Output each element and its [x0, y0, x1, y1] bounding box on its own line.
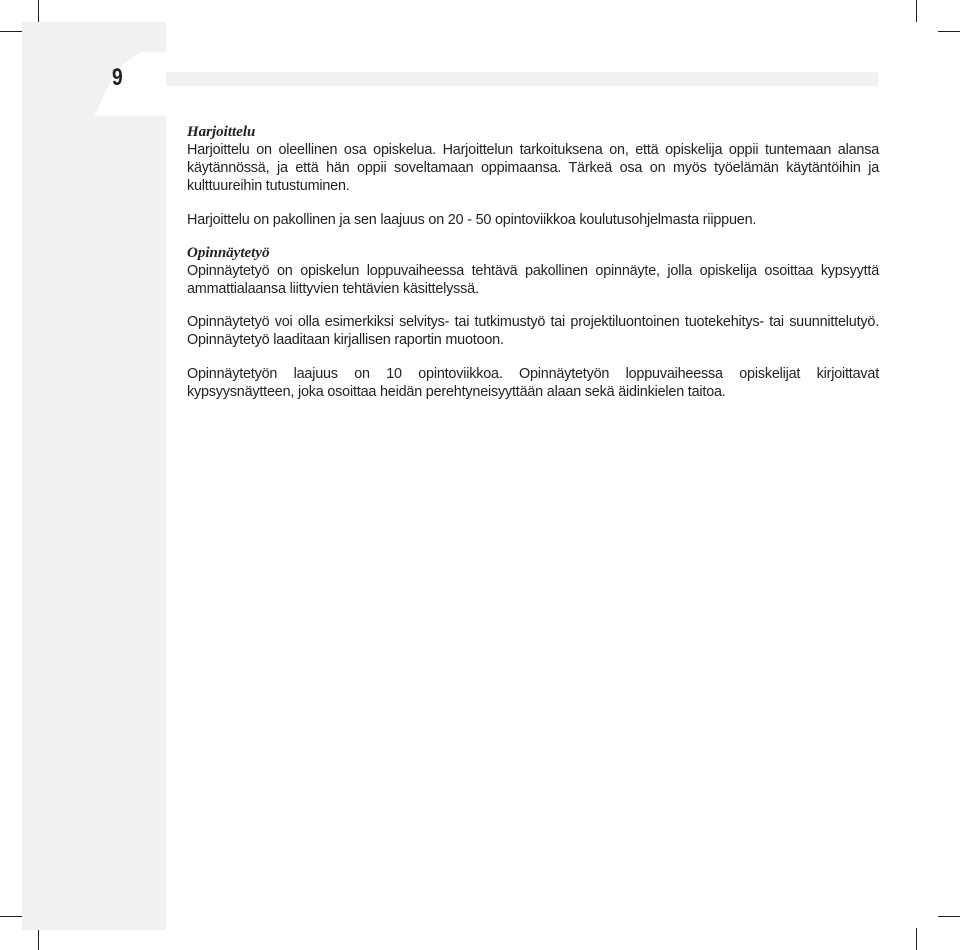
page-number: 9: [112, 64, 123, 91]
section-heading-opinnaytetyo: Opinnäytetyö: [187, 244, 270, 261]
paragraph: Opinnäytetyö on opiskelun loppuvaiheessa tehtävä pakollinen opinnäyte, jolla opiskelija osoittaa kypsyyttä ammattialaansa liittyvien tehtävien käsittelyssä.: [187, 262, 879, 298]
crop-mark: [916, 0, 917, 22]
paragraph: Harjoittelu on oleellinen osa opiskelua. Harjoittelun tarkoituksena on, että opiskelija oppii tuntemaan alansa käytännössä, ja että hän oppii soveltamaan oppimaansa. Tärkeä osa on myös työelämän käytäntöihin ja kulttuureihin tutustuminen.: [187, 142, 879, 195]
paragraph: Opinnäytetyö voi olla esimerkiksi selvitys- tai tutkimustyö tai projektiluontoinen tuotekehitys- tai suunnittelutyö. Opinnäytetyö laaditaan kirjallisen raportin muotoon.: [187, 314, 879, 349]
section-heading-harjoittelu: Harjoittelu: [187, 124, 256, 140]
crop-mark: [916, 928, 917, 950]
paragraph: Opinnäytetyön laajuus on 10 opintoviikkoa. Opinnäytetyön loppuvaiheessa opiskelijat kirjoittavat kypsyysnäytteen, joka osoittaa heidän perehtyneisyyttään alaan sekä äidinkielen taitoa.: [187, 365, 879, 400]
crop-mark: [38, 928, 39, 950]
crop-mark: [938, 31, 960, 32]
crop-mark: [938, 916, 960, 917]
page-content: [187, 123, 879, 416]
crop-mark: [38, 0, 39, 22]
crop-mark: [0, 31, 22, 32]
paragraph: Harjoittelu on pakollinen ja sen laajuus on 20 - 50 opintoviikkoa koulutusohjelmasta riippuen.: [187, 211, 757, 228]
crop-mark: [0, 916, 22, 917]
header-bar: [166, 72, 878, 86]
page-margin-band: [22, 22, 166, 930]
